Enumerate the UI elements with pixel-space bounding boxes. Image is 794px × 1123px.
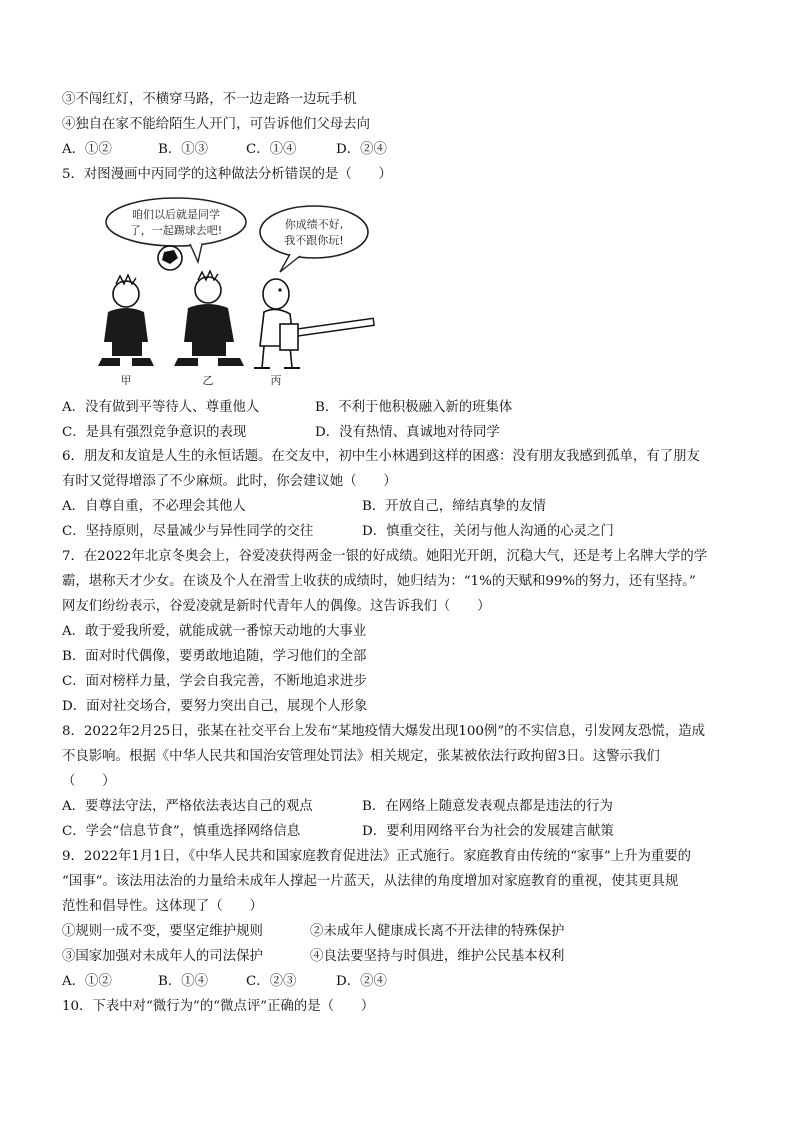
q9-item-3: ③国家加强对未成年人的司法保护	[62, 949, 263, 964]
q8-stem-line3: （ ）	[62, 774, 116, 789]
q4-option-a[interactable]: A．①②	[62, 142, 112, 157]
q9-option-b[interactable]: B．①④	[158, 974, 209, 989]
q8-stem-line2: 不良影响。根据《中华人民共和国治安管理处罚法》相关规定，张某被依法行政拘留3日。这警示我们	[62, 749, 660, 764]
soccer-ball-icon	[158, 246, 182, 270]
q5-option-d[interactable]: D．没有热情、真诚地对待同学	[315, 425, 500, 440]
q5-option-a[interactable]: A．没有做到平等待人、尊重他人	[62, 400, 260, 415]
q7-option-c[interactable]: C．面对榜样力量，学会自我完善，不断地追求进步	[62, 674, 367, 689]
q9-stem-line2: “国事”。该法用法治的力量给未成年人撑起一片蓝天，从法律的角度增加对家庭教育的重视，使其更具规	[62, 874, 679, 889]
speech-bubble-left	[106, 198, 246, 246]
q7-option-d[interactable]: D．面对社交场合，要努力突出自己，展现个人形象	[62, 699, 368, 714]
q9-item-1: ①规则一成不变，要坚定维护规则	[62, 924, 263, 939]
label-yi: 乙	[202, 374, 214, 387]
q4-option-b[interactable]: B．①③	[158, 142, 209, 157]
q6-option-d[interactable]: D．慎重交往，关闭与他人沟通的心灵之门	[362, 524, 614, 539]
q7-option-a[interactable]: A．敢于爱我所爱，就能成就一番惊天动地的大事业	[62, 624, 367, 639]
bubble-right-line2: 我不跟你玩!	[284, 234, 344, 247]
q8-option-b[interactable]: B．在网络上随意发表观点都是违法的行为	[362, 799, 613, 814]
q4-option-c[interactable]: C．①④	[246, 142, 297, 157]
q8-stem-line1: 8．2022年2月25日，张某在社交平台上发布“某地疫情大爆发出现100例”的不实信息，引发网友恐慌，造成	[62, 724, 706, 739]
q4-item-4: ④独自在家不能给陌生人开门，可告诉他们父母去向	[62, 117, 370, 132]
speech-bubble-right	[260, 206, 368, 258]
q9-stem-line3: 范性和倡导性。这体现了（ ）	[62, 899, 263, 914]
q9-option-d[interactable]: D．②④	[336, 974, 387, 989]
label-bing: 丙	[270, 374, 282, 387]
label-jia: 甲	[120, 374, 132, 387]
speech-bubble-right-tail	[280, 254, 300, 272]
q5-option-c[interactable]: C．是具有强烈竞争意识的表现	[62, 425, 247, 440]
q6-stem-line2: 有时又觉得增添了不少麻烦。此时，你会建议她（ ）	[62, 474, 397, 489]
q7-stem-line1: 7．在2022年北京冬奥会上，谷爱凌获得两金一银的好成绩。她阳光开朗，沉稳大气，还是考上名牌大学的学	[62, 549, 708, 564]
character-jia	[98, 275, 154, 366]
q8-option-c[interactable]: C．学会“信息节食”，慎重选择网络信息	[62, 824, 301, 839]
q6-option-a[interactable]: A．自尊自重，不必理会其他人	[62, 499, 246, 514]
q5-stem: 5．对图漫画中丙同学的这种做法分析错误的是（ ）	[62, 167, 392, 182]
q8-option-d[interactable]: D．要利用网络平台为社会的发展建言献策	[362, 824, 614, 839]
q7-stem-line2: 霸，堪称天才少女。在谈及个人在滑雪上收获的成绩时，她归结为：“1%的天赋和99%的努力，还有坚持。”	[62, 574, 696, 589]
q9-option-a[interactable]: A．①②	[62, 974, 112, 989]
q9-item-2: ②未成年人健康成长离不开法律的特殊保护	[310, 924, 565, 939]
q9-item-4: ④良法要坚持与时俱进，维护公民基本权利	[310, 949, 565, 964]
bubble-left-line2: 了，一起踢球去吧!	[129, 224, 223, 237]
q4-item-3: ③不闯红灯，不横穿马路，不一边走路一边玩手机	[62, 92, 357, 107]
bubble-right-line1: 你成绩不好,	[284, 218, 344, 231]
q8-option-a[interactable]: A．要尊法守法，严格依法表达自己的观点	[62, 799, 313, 814]
q5-cartoon	[94, 196, 380, 390]
bubble-left-line1: 咱们以后就是同学	[132, 208, 220, 221]
cartoon-illustration	[94, 196, 380, 390]
q9-option-c[interactable]: C．②③	[246, 974, 297, 989]
q7-stem-line3: 网友们纷纷表示，谷爱凌就是新时代青年人的偶像。这告诉我们（ ）	[62, 599, 491, 614]
hammer-icon	[280, 318, 374, 350]
q9-stem-line1: 9．2022年1月1日，《中华人民共和国家庭教育促进法》正式施行。家庭教育由传统的“家事”上升为重要的	[62, 849, 692, 864]
q6-option-b[interactable]: B．开放自己，缔结真挚的友情	[362, 499, 546, 514]
speech-bubble-left-tail	[190, 244, 202, 262]
q5-option-b[interactable]: B．不利于他积极融入新的班集体	[315, 400, 513, 415]
q4-option-d[interactable]: D．②④	[336, 142, 387, 157]
q10-stem: 10．下表中对“微行为”的“微点评”正确的是（ ）	[62, 999, 375, 1014]
q6-stem-line1: 6．朋友和友谊是人生的永恒话题。在交友中，初中生小林遇到这样的困惑：没有朋友我感到孤单，有了朋友	[62, 449, 700, 464]
q7-option-b[interactable]: B．面对时代偶像，要勇敢地追随，学习他们的全部	[62, 649, 367, 664]
q6-option-c[interactable]: C．坚持原则，尽量减少与异性同学的交往	[62, 524, 314, 539]
character-yi	[174, 271, 244, 366]
